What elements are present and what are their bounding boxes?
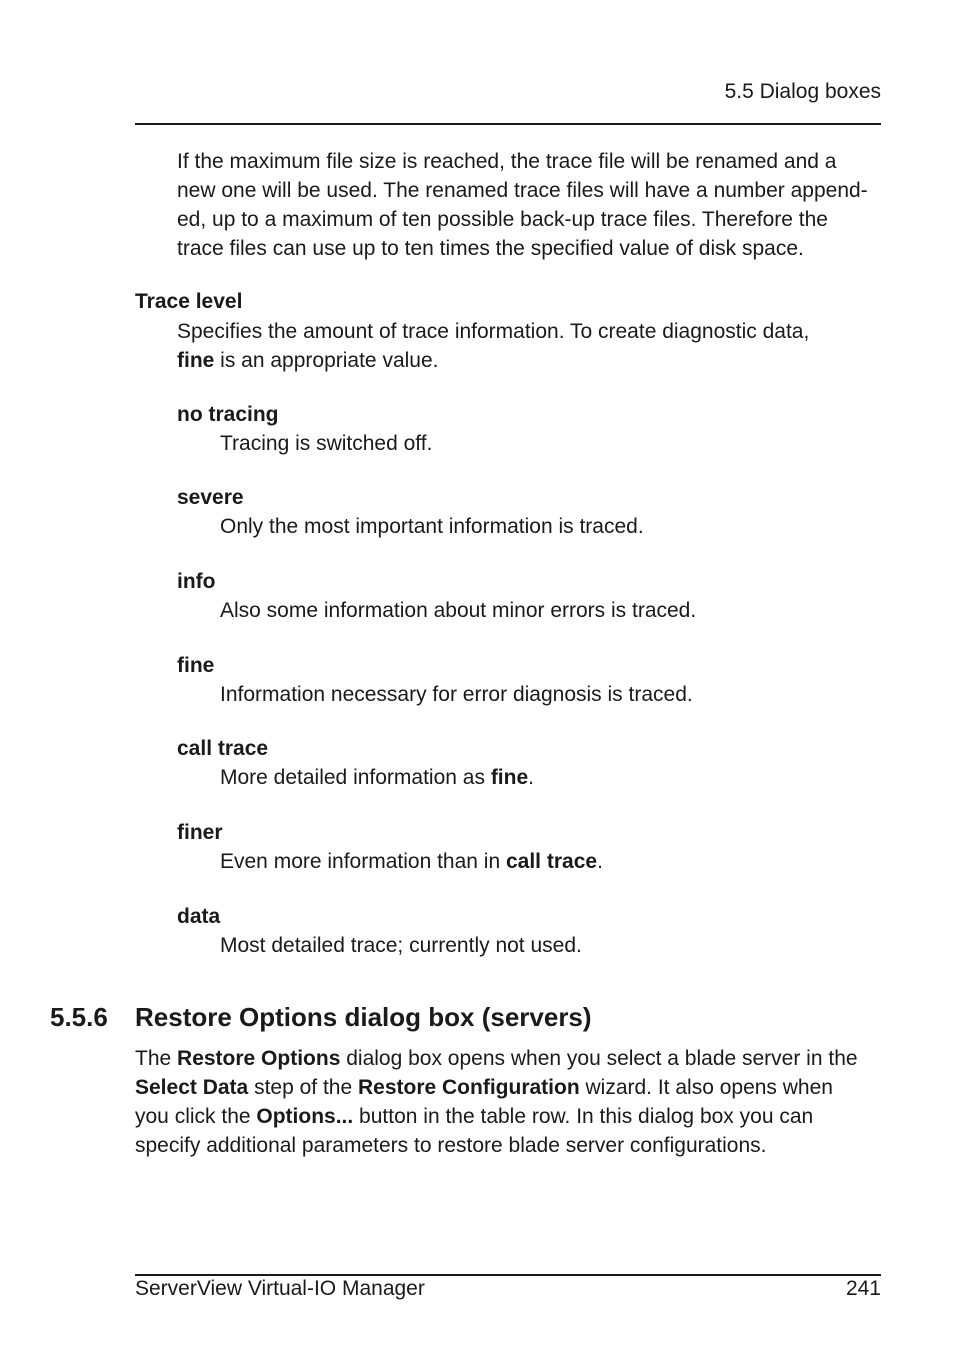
level-term-data: data [177,905,221,928]
level-desc-fine: Information necessary for error diagnosis is traced. [220,683,693,706]
level-term-no-tracing: no tracing [177,403,279,426]
footer-title: ServerView Virtual-IO Manager [135,1277,425,1300]
level-desc-data: Most detailed trace; currently not used. [220,934,582,957]
intro-line: trace files can use up to ten times the specified value of disk space. [177,237,804,260]
intro-paragraph [177,147,868,263]
level-term-finer: finer [177,821,223,844]
level-term-severe: severe [177,486,244,509]
intro-line: new one will be used. The renamed trace files will have a number append- [177,179,868,202]
section-line: Select Data step of the Restore Configuration wizard. It also opens when [135,1076,833,1099]
section-number: 5.5.6 [50,1002,108,1032]
section-title: Restore Options dialog box (servers) [135,1002,592,1032]
level-desc-no-tracing: Tracing is switched off. [220,432,433,455]
footer-rule [135,1274,881,1276]
trace-level-desc-line: Specifies the amount of trace information. To create diagnostic data, [177,320,810,343]
level-desc-severe: Only the most important information is traced. [220,515,644,538]
level-desc-call-trace: More detailed information as fine. [220,766,534,789]
level-term-call-trace: call trace [177,737,269,760]
level-term-info: info [177,570,216,593]
trace-level-desc-line: fine is an appropriate value. [177,349,439,372]
trace-level-description [177,317,809,375]
level-desc-info: Also some information about minor errors is traced. [220,599,697,622]
page-number: 241 [845,1277,881,1300]
section-line: The Restore Options dialog box opens when you select a blade server in the [135,1047,858,1070]
header-rule [135,123,881,125]
level-term-fine: fine [177,654,215,677]
level-desc-finer: Even more information than in call trace. [220,850,603,873]
running-header: 5.5 Dialog boxes [724,80,881,103]
section-line: specify additional parameters to restore blade server configurations. [135,1134,767,1157]
section-paragraph [135,1044,858,1160]
intro-line: ed, up to a maximum of ten possible back-up trace files. Therefore the [177,208,828,231]
intro-line: If the maximum file size is reached, the trace file will be renamed and a [177,150,837,173]
trace-level-term: Trace level [135,290,243,313]
section-line: you click the Options... button in the table row. In this dialog box you can [135,1105,814,1128]
